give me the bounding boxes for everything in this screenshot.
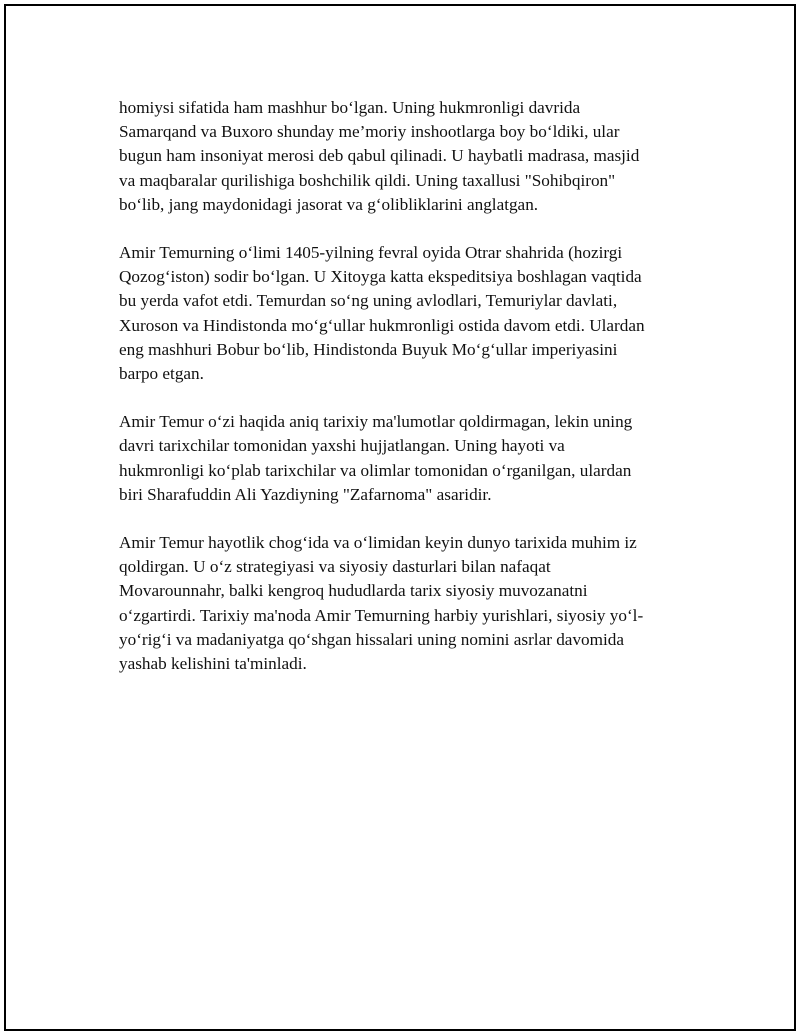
text-line: Xuroson va Hindistonda mo‘g‘ullar hukmronligi ostida davom etdi. Ulardan bbox=[119, 315, 645, 335]
text-line: bo‘lib, jang maydonidagi jasorat va g‘olibliklarini anglatgan. bbox=[119, 194, 539, 214]
text-line: bu yerda vafot etdi. Temurdan so‘ng uning avlodlari, Temuriylar davlati, bbox=[119, 291, 618, 311]
text-line: Samarqand va Buxoro shunday me’moriy inshootlarga boy bo‘ldiki, ular bbox=[119, 122, 620, 142]
document-body bbox=[119, 96, 689, 700]
text-line: bugun ham insoniyat merosi deb qabul qilinadi. U haybatli madrasa, masjid bbox=[119, 146, 640, 166]
paragraph-3 bbox=[119, 410, 689, 507]
text-line: Qozog‘iston) sodir bo‘lgan. U Xitoyga katta ekspeditsiya boshlagan vaqtida bbox=[119, 267, 642, 287]
text-line: Movarounnahr, balki kengroq hududlarda tarix siyosiy muvozanatni bbox=[119, 581, 588, 601]
text-line: Amir Temur hayotlik chog‘ida va o‘limidan keyin dunyo tarixida muhim iz bbox=[119, 533, 637, 553]
document-page bbox=[4, 4, 796, 1031]
text-line: qoldirgan. U o‘z strategiyasi va siyosiy dasturlari bilan nafaqat bbox=[119, 557, 551, 577]
text-line: hukmronligi ko‘plab tarixchilar va olimlar tomonidan o‘rganilgan, ulardan bbox=[119, 460, 632, 480]
text-line: Amir Temurning o‘limi 1405-yilning fevral oyida Otrar shahrida (hozirgi bbox=[119, 243, 623, 263]
text-line: davri tarixchilar tomonidan yaxshi hujjatlangan. Uning hayoti va bbox=[119, 436, 565, 456]
text-line: Amir Temur o‘zi haqida aniq tarixiy ma'lumotlar qoldirmagan, lekin uning bbox=[119, 412, 633, 432]
paragraph-2 bbox=[119, 241, 689, 386]
text-line: yashab kelishini ta'minladi. bbox=[119, 654, 307, 674]
paragraph-1 bbox=[119, 96, 689, 217]
text-line: biri Sharafuddin Ali Yazdiyning "Zafarnoma" asaridir. bbox=[119, 484, 492, 504]
text-line: yo‘rig‘i va madaniyatga qo‘shgan hissalari uning nomini asrlar davomida bbox=[119, 629, 624, 649]
text-line: o‘zgartirdi. Tarixiy ma'noda Amir Temurning harbiy yurishlari, siyosiy yo‘l- bbox=[119, 605, 644, 625]
paragraph-4 bbox=[119, 531, 689, 676]
text-line: homiysi sifatida ham mashhur bo‘lgan. Uning hukmronligi davrida bbox=[119, 98, 581, 117]
text-line: barpo etgan. bbox=[119, 364, 204, 384]
text-line: eng mashhuri Bobur bo‘lib, Hindistonda Buyuk Mo‘g‘ullar imperiyasini bbox=[119, 339, 618, 359]
text-line: va maqbaralar qurilishiga boshchilik qildi. Uning taxallusi "Sohibqiron" bbox=[119, 170, 616, 190]
